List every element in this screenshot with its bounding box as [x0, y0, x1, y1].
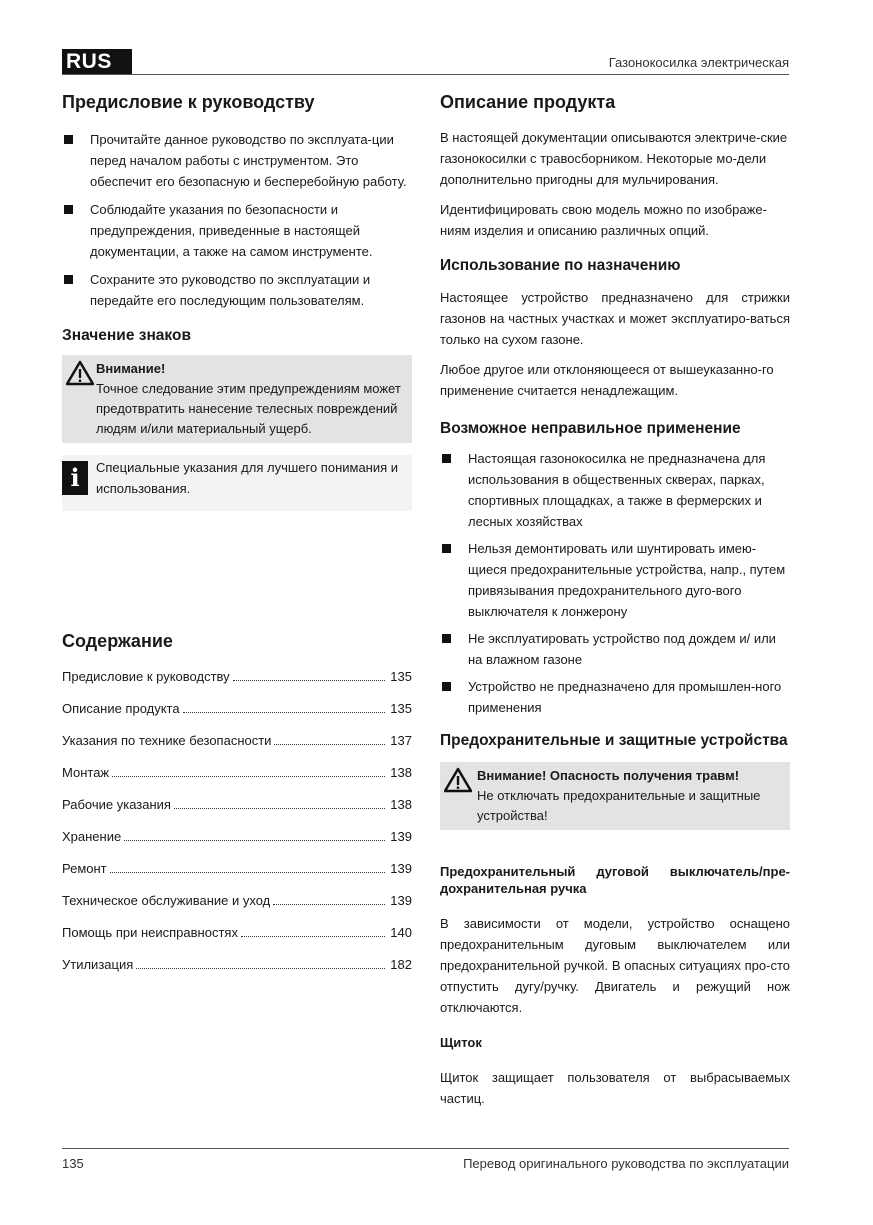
- toc-leader: [174, 808, 385, 809]
- left-column: [62, 92, 412, 986]
- list-item: Устройство не предназначено для промышлен-ного применения: [440, 676, 790, 718]
- warning-text: Точное следование этим предупреждениям может предотвратить нанесение телесных повреждений людям и/или материальный ущерб.: [96, 381, 401, 436]
- symbols-heading: Значение знаков: [62, 327, 191, 344]
- toc-leader: [136, 968, 385, 969]
- header-rule: [62, 74, 789, 75]
- toc-title: Рабочие указания: [62, 797, 171, 812]
- product-heading: Описание продукта: [440, 92, 616, 112]
- toc-leader: [241, 936, 385, 937]
- list-item: Настоящая газонокосилка не предназначена для использования в общественных скверах, парках, спортивных площадках, а также в фермерских и лесных хозяйствах: [440, 448, 790, 532]
- toc-title: Хранение: [62, 829, 122, 844]
- toc-leader: [274, 744, 385, 745]
- footer-rule: [62, 1148, 789, 1149]
- bullet-square-icon: [442, 454, 451, 463]
- safety-warning-box: [440, 762, 790, 830]
- toc-leader: [233, 680, 385, 681]
- info-text: Специальные указания для лучшего понимания и использования.: [96, 460, 399, 496]
- list-item: Прочитайте данное руководство по эксплуата-ции перед началом работы с инструментом. Это обеспечит его безопасную и бесперебойную работу.: [62, 129, 412, 192]
- toc-title: Монтаж: [62, 765, 110, 780]
- list-item: Нельзя демонтировать или шунтировать имею-щиеся предохранительные устройства, напр., путем привязывания предохранительного дуго-вого выключателя к лонжерону: [440, 538, 790, 622]
- bar-heading: Предохранительный дуговой выключатель/пре-дохранительная ручка: [440, 864, 790, 896]
- misuse-heading: Возможное неправильное применение: [440, 420, 741, 437]
- toc-title: Техническое обслуживание и уход: [62, 893, 271, 908]
- toc-title: Помощь при неисправностях: [62, 925, 238, 940]
- bullet-square-icon: [442, 544, 451, 553]
- safety-heading: Предохранительные и защитные устройства: [440, 732, 788, 749]
- list-item: Не эксплуатировать устройство под дождем и/ или на влажном газоне: [440, 628, 790, 670]
- toc-row[interactable]: [62, 730, 412, 762]
- bullet-square-icon: [64, 275, 73, 284]
- toc-row[interactable]: [62, 794, 412, 826]
- toc-page: 138: [390, 797, 412, 812]
- usage-heading: Использование по назначению: [440, 257, 681, 274]
- shield-paragraph: Щиток защищает пользователя от выбрасываемых частиц.: [440, 1070, 790, 1106]
- shield-heading: Щиток: [440, 1035, 482, 1050]
- toc-row[interactable]: [62, 858, 412, 890]
- warning-triangle-icon: [444, 767, 472, 798]
- toc-title: Ремонт: [62, 861, 107, 876]
- toc-page: 135: [390, 669, 412, 684]
- info-box: [62, 455, 412, 511]
- misuse-list: [440, 448, 790, 718]
- list-item: Соблюдайте указания по безопасности и предупреждения, приведенные в настоящей документации, а также на самом инструменте.: [62, 199, 412, 262]
- usage-paragraph-1: Настоящее устройство предназначено для стрижки газонов на частных участках и может эксплуатиро-ваться только на сухом газоне.: [440, 290, 790, 347]
- bar-paragraph: В зависимости от модели, устройство оснащено предохранительным дуговым выключателем или предохранительной ручкой. В опасных ситуациях про-сто отпустить дугу/ручку. Двигатель и режущий нож отключаются.: [440, 916, 790, 1015]
- warning-title: Внимание!: [96, 361, 166, 376]
- bullet-square-icon: [64, 205, 73, 214]
- toc-title: Утилизация: [62, 957, 134, 972]
- toc-heading: Содержание: [62, 631, 173, 651]
- toc-page: 140: [390, 925, 412, 940]
- safety-warning-text: Не отключать предохранительные и защитные устройства!: [477, 788, 761, 823]
- toc-leader: [110, 872, 385, 873]
- toc-row[interactable]: [62, 826, 412, 858]
- safety-warning-title: Внимание! Опасность получения травм!: [477, 768, 740, 783]
- toc-row[interactable]: [62, 698, 412, 730]
- toc-page: 139: [390, 893, 412, 908]
- usage-paragraph-2: Любое другое или отклоняющееся от вышеуказанно-го применение считается ненадлежащим.: [440, 362, 774, 398]
- toc-page: 138: [390, 765, 412, 780]
- toc-page: 137: [390, 733, 412, 748]
- toc-leader: [183, 712, 385, 713]
- toc-page: 135: [390, 701, 412, 716]
- product-paragraph-1: В настоящей документации описываются электриче-ские газонокосилки с травосборником. Некоторые мо-дели дополнительно пригодны для мульчирования.: [440, 130, 788, 187]
- toc-row[interactable]: [62, 762, 412, 794]
- warning-box: [62, 355, 412, 443]
- toc-title: Указания по технике безопасности: [62, 733, 272, 748]
- bullet-square-icon: [442, 634, 451, 643]
- toc-page: 139: [390, 829, 412, 844]
- preface-list: [62, 129, 412, 311]
- list-item: Сохраните это руководство по эксплуатации и передайте его последующим пользователям.: [62, 269, 412, 311]
- toc-title: Предисловие к руководству: [62, 669, 230, 684]
- toc-row[interactable]: [62, 954, 412, 986]
- toc-title: Описание продукта: [62, 701, 180, 716]
- toc-leader: [112, 776, 385, 777]
- preface-heading: Предисловие к руководству: [62, 92, 315, 112]
- warning-triangle-icon: [66, 360, 94, 391]
- info-icon: i: [62, 461, 88, 495]
- header-title: Газонокосилка электрическая: [608, 55, 789, 70]
- table-of-contents: [62, 666, 412, 986]
- toc-leader: [124, 840, 385, 841]
- language-badge: RUS: [62, 49, 132, 75]
- bullet-square-icon: [64, 135, 73, 144]
- toc-page: 139: [390, 861, 412, 876]
- toc-leader: [273, 904, 385, 905]
- footer-text: Перевод оригинального руководства по эксплуатации: [463, 1156, 789, 1171]
- toc-row[interactable]: [62, 890, 412, 922]
- page-number: 135: [62, 1156, 84, 1171]
- bullet-square-icon: [442, 682, 451, 691]
- right-column: [440, 92, 790, 1109]
- toc-page: 182: [390, 957, 412, 972]
- toc-row[interactable]: [62, 666, 412, 698]
- product-paragraph-2: Идентифицировать свою модель можно по изображе-ниям изделия и описанию различных опций.: [440, 202, 767, 238]
- toc-row[interactable]: [62, 922, 412, 954]
